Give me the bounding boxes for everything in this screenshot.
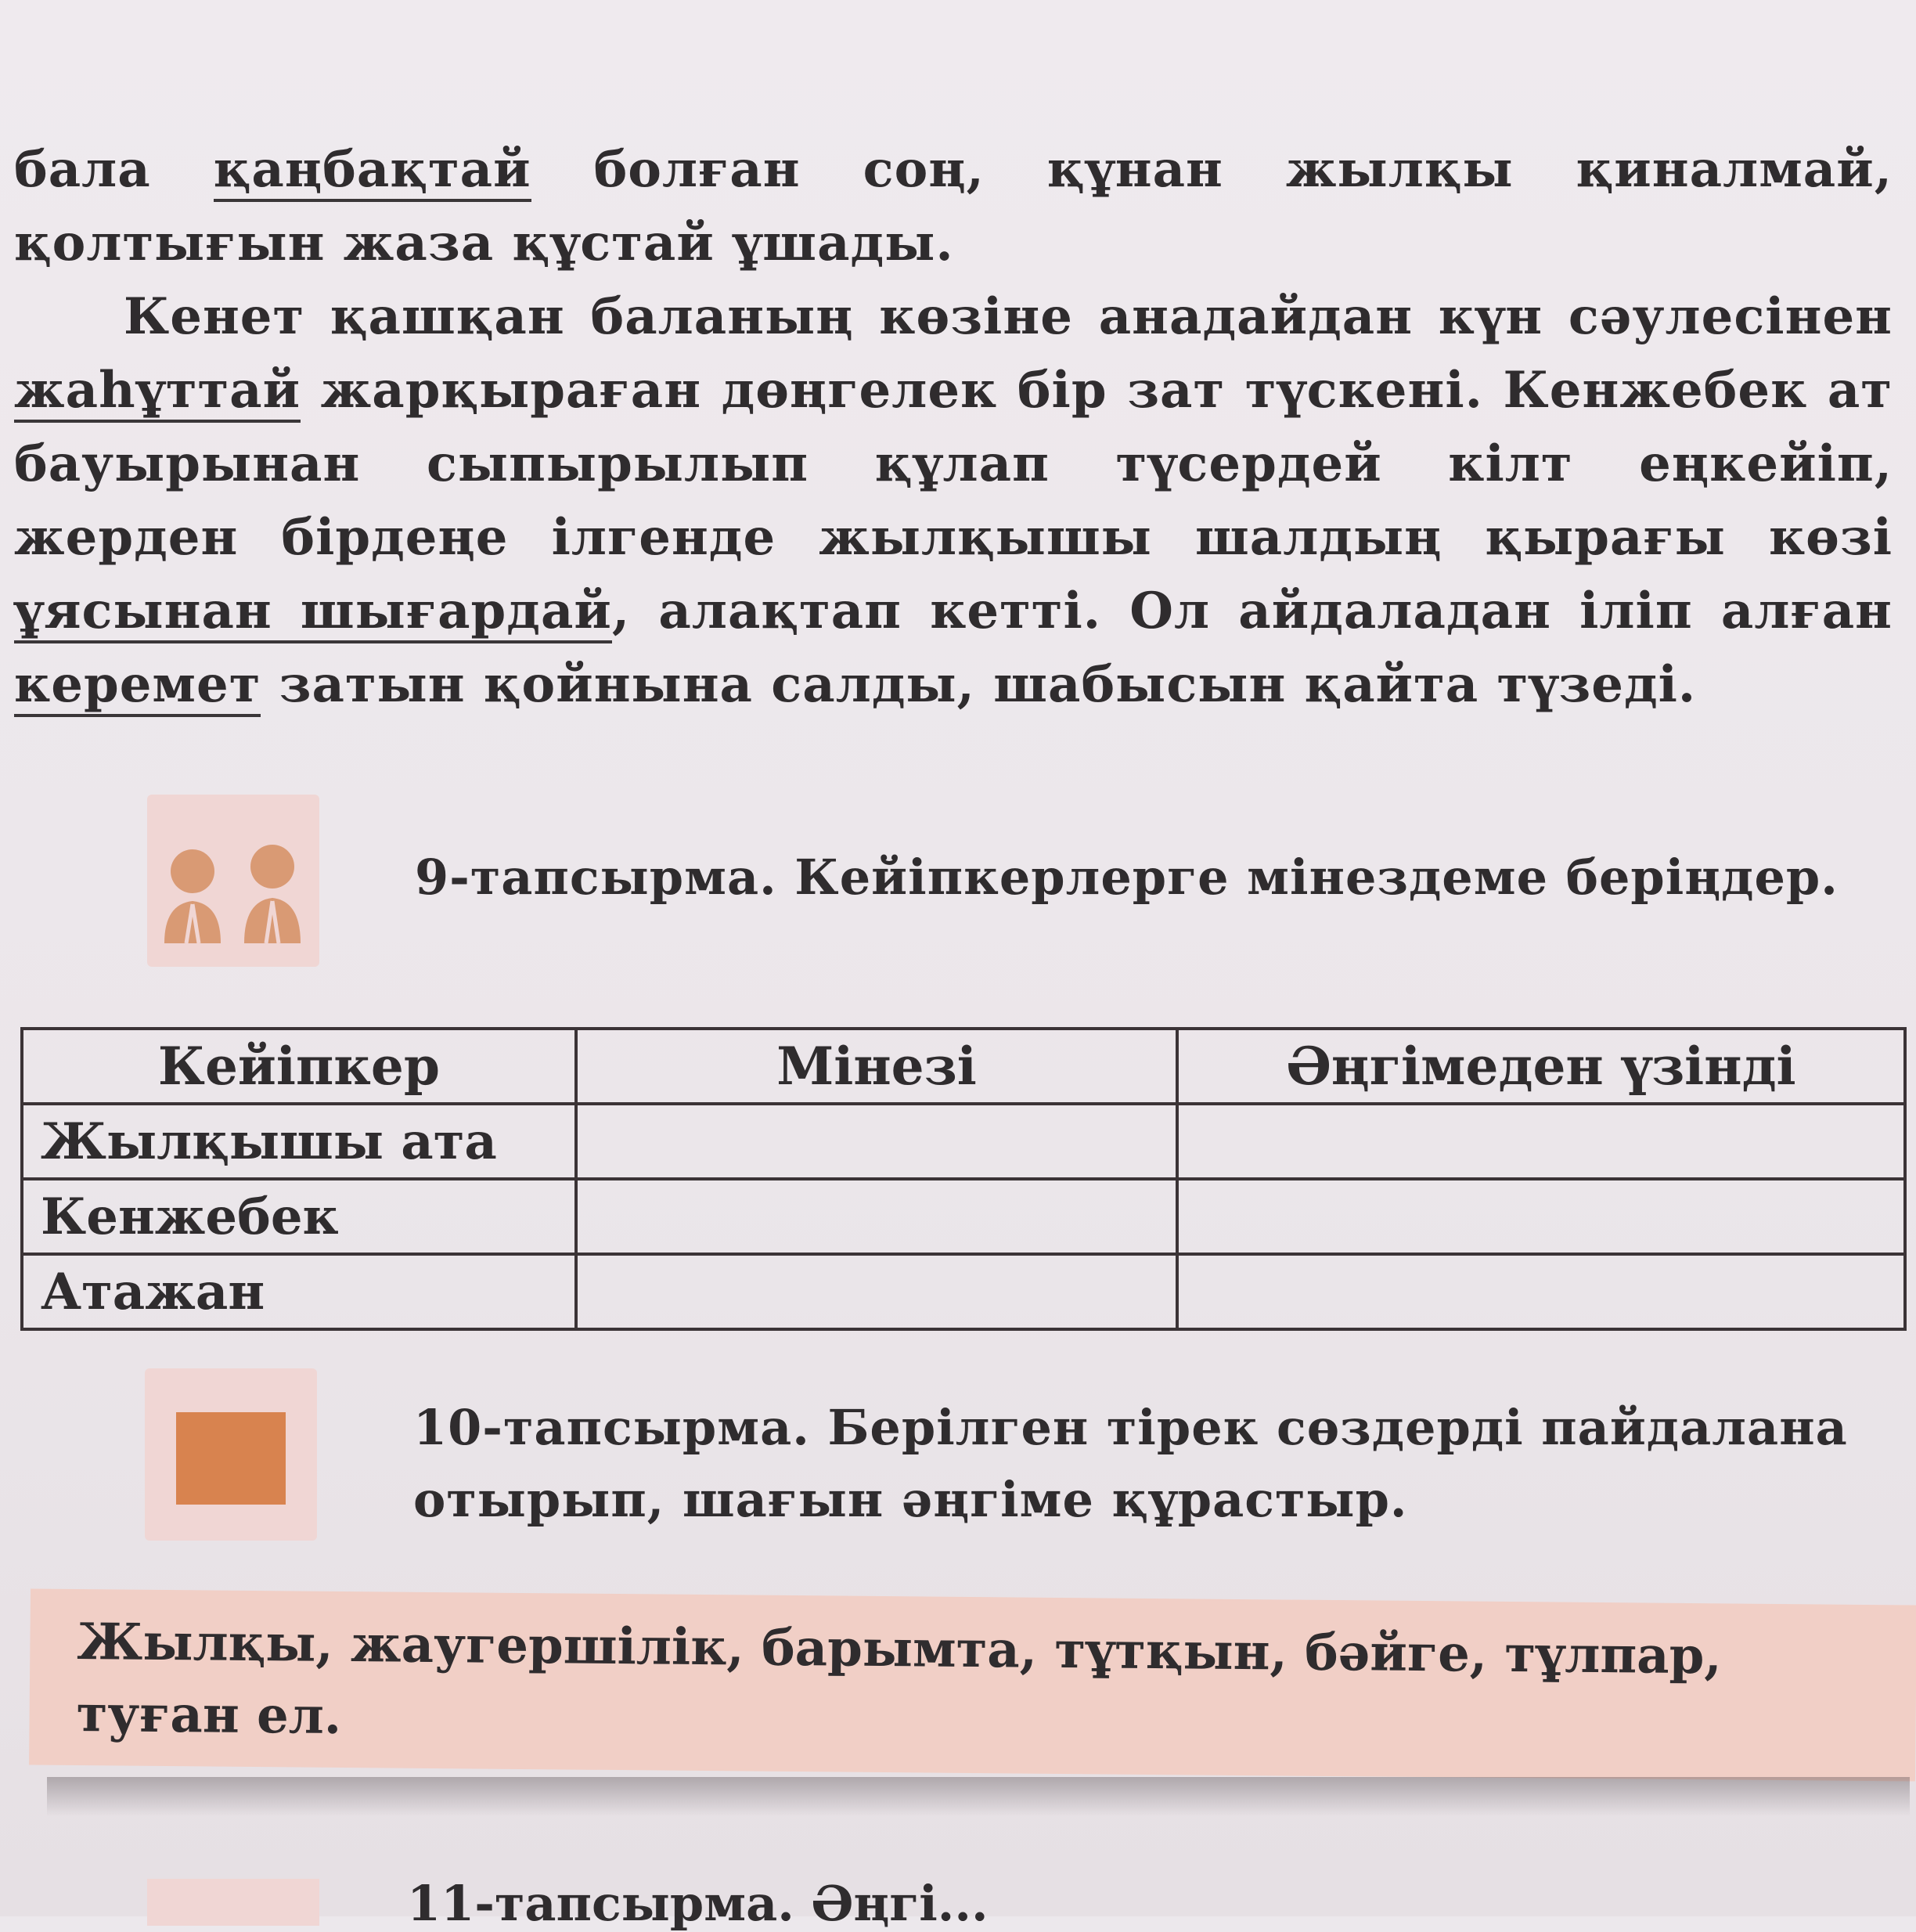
task9-text: Кейіпкерлерге мінездеме беріңдер.: [776, 849, 1839, 906]
task10-number: 10-тапсырма.: [413, 1399, 810, 1456]
support-words: Жылқы, жаугершілік, барымта, тұтқын, бәйге, тұлпар, туған ел.: [76, 1613, 1723, 1746]
header-trait: Мінезі: [576, 1029, 1177, 1104]
underlined-word: керемет: [14, 655, 261, 717]
text-span: затын қойнына салды, шабысын қайта түзеді.: [261, 655, 1697, 714]
cell-character: Жылқышы ата: [22, 1104, 576, 1179]
page-shadow: [47, 1777, 1910, 1816]
text-span: жарқыраған дөңгелек бір зат түскені. Кенжебек ат бауырынан сыпырылып құлап түсердей кілт еңкейіп, жерден бірдеңе ілгенде жылқышы шалдың қырағы көзі: [14, 361, 1893, 567]
cell-trait[interactable]: [576, 1179, 1177, 1254]
table-header-row: [22, 1029, 1905, 1104]
cell-excerpt[interactable]: [1177, 1179, 1905, 1254]
header-character: Кейіпкер: [22, 1029, 576, 1104]
table-row: [22, 1179, 1905, 1254]
text-span: Кенет қашқан баланың көзіне анадайдан күн сәулесінен: [124, 287, 1893, 346]
table-row: [22, 1254, 1905, 1329]
underlined-word: жаһұттай: [14, 361, 301, 423]
paragraph-2: [14, 280, 1893, 722]
cell-character: Кенжебек: [22, 1179, 576, 1254]
two-people-icon: [147, 795, 319, 967]
cell-excerpt[interactable]: [1177, 1254, 1905, 1329]
text-span: болған соң, құнан жылқы қиналмай, қолтығын жаза құстай ұшады.: [14, 140, 1893, 272]
underlined-word: қаңбақтай: [214, 140, 531, 202]
task-9: [415, 842, 1839, 914]
task9-icon-box: [147, 795, 319, 967]
task10-text: Берілген тірек сөздерді пайдалана отырып, шағын әңгіме құрастыр.: [413, 1399, 1848, 1528]
cell-trait[interactable]: [576, 1104, 1177, 1179]
character-table: [20, 1027, 1907, 1331]
task9-number: 9-тапсырма.: [415, 849, 777, 906]
underlined-phrase: ұясынан шығардай: [14, 582, 612, 643]
cell-character: Атажан: [22, 1254, 576, 1329]
cell-excerpt[interactable]: [1177, 1104, 1905, 1179]
task-10: [413, 1392, 1900, 1536]
square-icon: [176, 1412, 286, 1505]
task11-icon-box: [147, 1879, 319, 1926]
task-11-partial: 11-тапсырма. Әңгі...: [407, 1875, 989, 1932]
text-span: , алақтап кетті. Ол айдаладан іліп алған: [611, 582, 1893, 640]
text-span: бала: [14, 140, 214, 199]
header-excerpt: Әңгімеден үзінді: [1177, 1029, 1905, 1104]
cell-trait[interactable]: [576, 1254, 1177, 1329]
task10-icon-box: [145, 1368, 317, 1541]
paragraph-1: [14, 133, 1893, 280]
support-words-box: [29, 1588, 1916, 1781]
table-row: [22, 1104, 1905, 1179]
